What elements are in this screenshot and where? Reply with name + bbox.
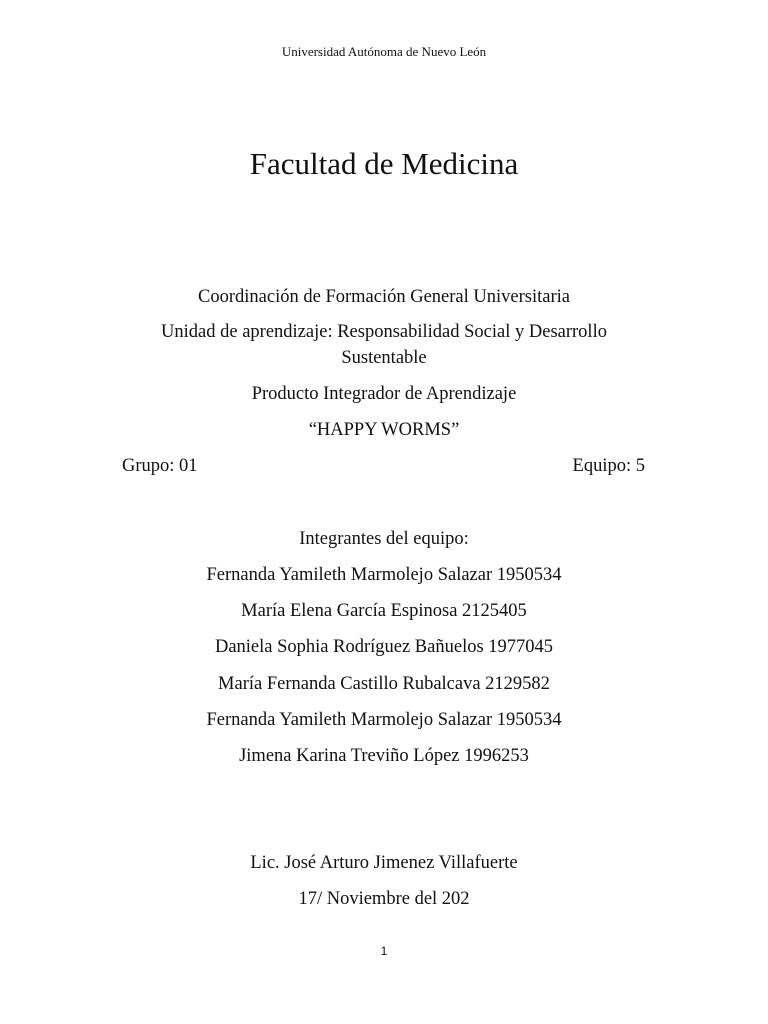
member-item: Daniela Sophia Rodríguez Bañuelos 1977045 (214, 637, 554, 657)
unit-line-1: Unidad de aprendizaje: Responsabilidad Social y Desarrollo (161, 322, 607, 342)
unit-line-2: Sustentable (341, 348, 427, 368)
member-item: Fernanda Yamileth Marmolejo Salazar 1950534 (206, 565, 562, 585)
member-item: Fernanda Yamileth Marmolejo Salazar 1950534 (206, 710, 562, 730)
page-number: 1 (380, 944, 388, 958)
project-name: “HAPPY WORMS” (308, 420, 460, 440)
date-line: 17/ Noviembre del 202 (298, 889, 470, 909)
teacher-name: Lic. José Arturo Jimenez Villafuerte (250, 853, 518, 873)
member-item: María Elena García Espinosa 2125405 (241, 601, 527, 621)
coordination-line: Coordinación de Formación General Universitaria (198, 287, 570, 307)
page-title: Facultad de Medicina (249, 146, 519, 181)
team-label: Equipo: 5 (572, 456, 645, 476)
university-header: Universidad Autónoma de Nuevo León (281, 44, 487, 59)
member-item: Jimena Karina Treviño López 1996253 (239, 746, 529, 766)
member-item: María Fernanda Castillo Rubalcava 2129582 (218, 674, 550, 694)
group-label: Grupo: 01 (122, 456, 198, 476)
product-line: Producto Integrador de Aprendizaje (251, 384, 517, 404)
members-heading: Integrantes del equipo: (299, 529, 469, 549)
